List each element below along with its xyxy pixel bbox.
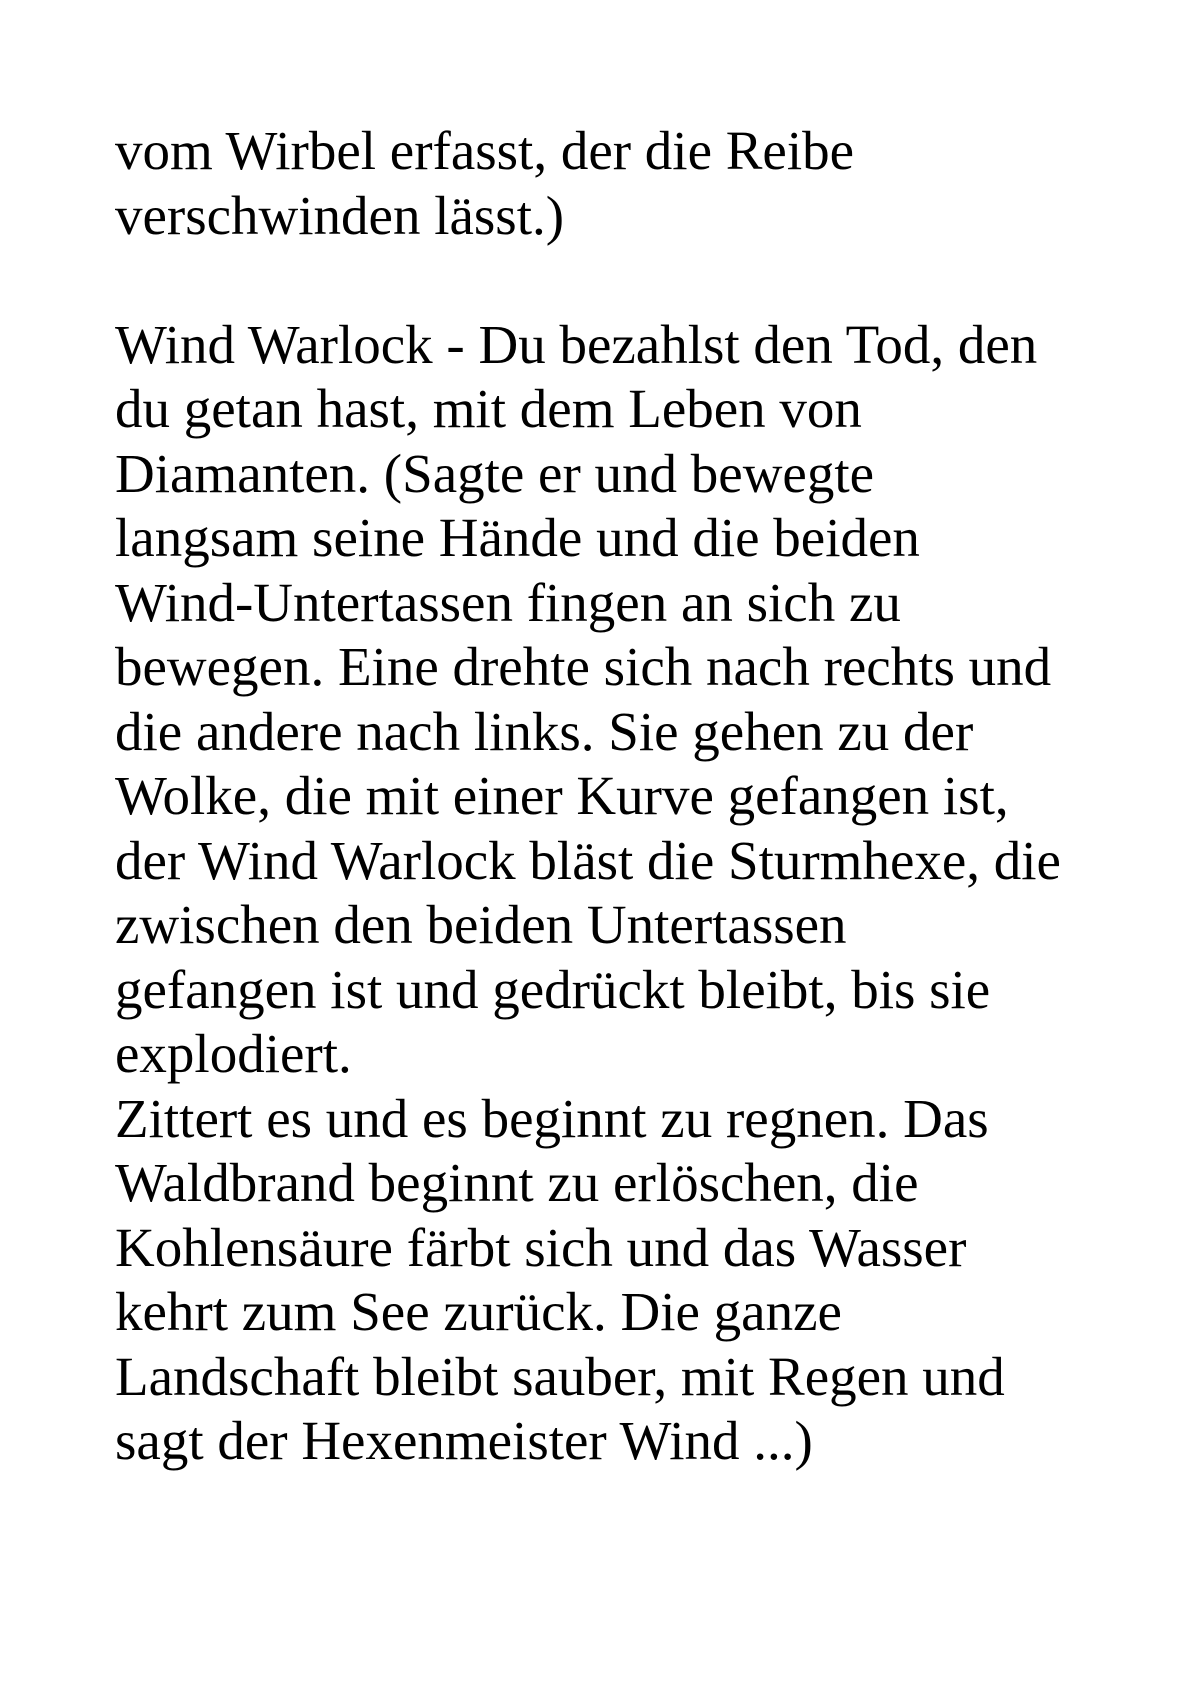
- paragraph-spacer: [115, 248, 1115, 313]
- text-line: der Wind Warlock bläst die Sturmhexe, die: [115, 829, 1061, 891]
- document-body: [115, 119, 1115, 1474]
- text-line: sagt der Hexenmeister Wind ...): [115, 1410, 813, 1471]
- text-line: Diamanten. (Sagte er und bewegte: [115, 442, 875, 504]
- text-line: Wind Warlock - Du bezahlst den Tod, den: [115, 313, 1038, 375]
- text-line: Waldbrand beginnt zu erlöschen, die: [115, 1152, 919, 1213]
- paragraph-1: [115, 119, 1115, 248]
- paragraph-3: [115, 1087, 1115, 1474]
- text-line: verschwinden lässt.): [115, 184, 565, 246]
- text-line: langsam seine Hände und die beiden: [115, 507, 920, 568]
- text-line: bewegen. Eine drehte sich nach rechts und: [115, 636, 1052, 697]
- text-line: die andere nach links. Sie gehen zu der: [115, 700, 974, 762]
- text-line: explodiert.: [115, 1023, 352, 1084]
- text-line: Wolke, die mit einer Kurve gefangen ist,: [115, 765, 1009, 826]
- text-line: Kohlensäure färbt sich und das Wasser: [115, 1216, 967, 1278]
- text-line: du getan hast, mit dem Leben von: [115, 378, 862, 439]
- text-line: gefangen ist und gedrückt bleibt, bis sie: [115, 958, 991, 1020]
- text-line: kehrt zum See zurück. Die ganze: [115, 1281, 842, 1342]
- text-line: zwischen den beiden Untertassen: [115, 894, 847, 955]
- text-line: Wind-Untertassen fingen an sich zu: [115, 571, 901, 633]
- text-line: vom Wirbel erfasst, der die Reibe: [115, 120, 855, 181]
- text-line: Zittert es und es beginnt zu regnen. Das: [115, 1087, 989, 1149]
- text-line: Landschaft bleibt sauber, mit Regen und: [115, 1345, 1005, 1407]
- paragraph-2: [115, 313, 1115, 1087]
